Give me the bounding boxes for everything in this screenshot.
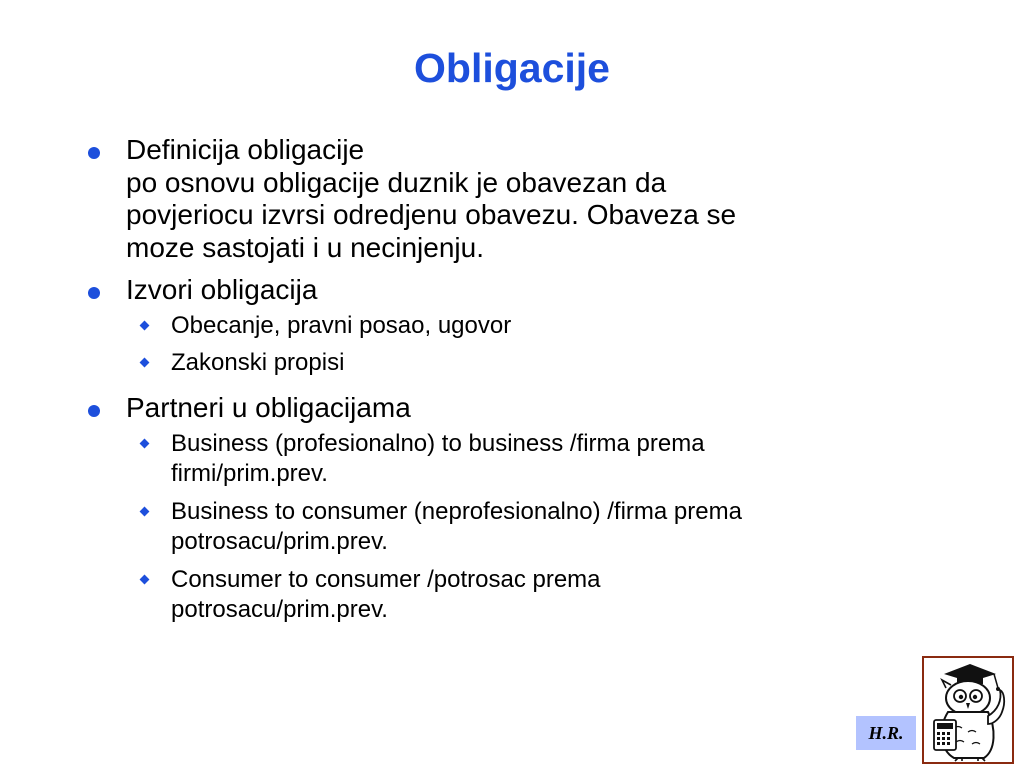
sub-bullet-text-line: Business (profesionalno) to business /firma prema xyxy=(171,429,705,457)
owl-graduate-icon xyxy=(922,656,1014,764)
bullet-text-line: povjeriocu izvrsi odredjenu obavezu. Obaveza se xyxy=(126,199,737,231)
round-bullet-icon xyxy=(88,287,100,299)
author-badge: H.R. xyxy=(856,716,916,750)
bullet-item xyxy=(84,392,884,425)
bullet-text-line: moze sastojati i u necinjenju. xyxy=(126,231,484,263)
sub-bullet-item xyxy=(84,497,884,558)
slide-content xyxy=(84,134,884,633)
diamond-bullet-icon xyxy=(140,438,150,448)
bullet-text-line: po osnovu obligacije duznik je obavezan da xyxy=(126,166,667,198)
sub-bullet-item xyxy=(84,565,884,626)
sub-bullet-text-line: Zakonski propisi xyxy=(171,349,345,377)
sub-bullet-item xyxy=(84,429,884,490)
bullet-item xyxy=(84,134,884,264)
sub-bullet-text-line: Business to consumer (neprofesionalno) /firma prema xyxy=(171,497,742,525)
diamond-bullet-icon xyxy=(140,506,150,516)
diamond-bullet-icon xyxy=(140,358,150,368)
round-bullet-icon xyxy=(88,147,100,159)
diamond-bullet-icon xyxy=(140,574,150,584)
sub-bullet-text-line: potrosacu/prim.prev. xyxy=(171,528,388,556)
bullet-text-line: Definicija obligacije xyxy=(126,134,365,165)
bullet-item xyxy=(84,274,884,307)
sub-bullet-item xyxy=(84,311,884,342)
sub-bullet-text-line: Obecanje, pravni posao, ugovor xyxy=(171,311,512,339)
sub-bullet-item xyxy=(84,348,884,379)
sub-bullet-text-line: firmi/prim.prev. xyxy=(171,460,328,488)
round-bullet-icon xyxy=(88,405,100,417)
bullet-text-line: Partneri u obligacijama xyxy=(126,391,411,423)
sub-bullet-text-line: potrosacu/prim.prev. xyxy=(171,596,388,624)
bullet-text-line: Izvori obligacija xyxy=(126,274,318,306)
diamond-bullet-icon xyxy=(140,321,150,331)
slide-title: Obligacije xyxy=(414,45,610,91)
sub-bullet-text-line: Consumer to consumer /potrosac prema xyxy=(171,565,601,593)
